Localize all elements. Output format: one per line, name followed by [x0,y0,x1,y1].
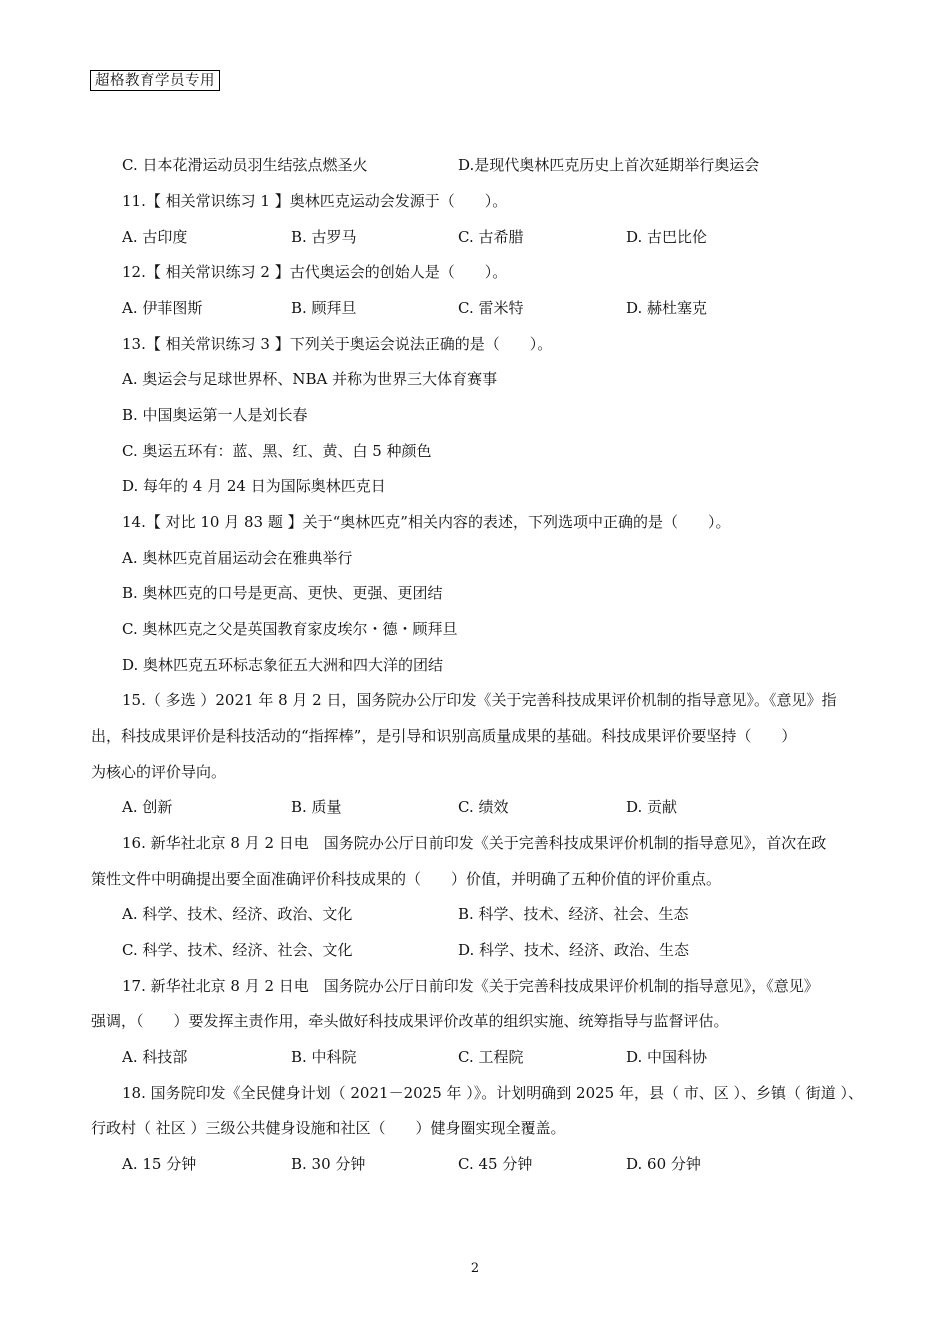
option-a: A. 15 分钟 [122,1155,197,1173]
question-14-option-d [0,655,950,675]
option-d: D. 60 分钟 [626,1155,701,1173]
option-c: C. 奥林匹克之父是英国教育家皮埃尔・德・顾拜旦 [122,620,458,638]
question-text: 行政村（ 社区 ）三级公共健身设施和社区（ ）健身圈实现全覆盖。 [91,1119,566,1137]
option-d: D. 贡献 [626,798,678,816]
option-c: C. 奥运五环有：蓝、黑、红、黄、白 5 种颜色 [122,442,432,460]
option-d: D. 中国科协 [626,1048,708,1066]
question-18-stem-line-2 [0,1118,950,1138]
option-c: C. 雷米特 [458,299,524,317]
question-text: 强调，（ ）要发挥主责作用，牵头做好科技成果评价改革的组织实施、统筹指导与监督评估。 [91,1012,729,1030]
question-16-options-row-2 [0,940,950,960]
question-13-option-c [0,441,950,461]
question-14-option-b [0,583,950,603]
option-b: B. 质量 [291,798,342,816]
question-text: 策性文件中明确提出要全面准确评价科技成果的（ ）价值，并明确了五种价值的评价重点。 [91,870,722,888]
question-17-stem-line-2 [0,1011,950,1031]
question-text: 17. 新华社北京 8 月 2 日电 国务院办公厅日前印发《关于完善科技成果评价机制的指导意见》，《意见》 [122,977,819,995]
question-15-options [0,797,950,817]
question-16-stem-line-2 [0,869,950,889]
question-11-stem [0,191,950,211]
question-text: 为核心的评价导向。 [91,763,227,781]
option-c: C. 古希腊 [458,228,524,246]
option-c: C. 绩效 [458,798,509,816]
question-12-stem [0,262,950,282]
question-text: 出，科技成果评价是科技活动的“指挥棒”，是引导和识别高质量成果的基础。科技成果评价要坚持（ ） [91,727,797,745]
question-text: 13.【 相关常识练习 3 】下列关于奥运会说法正确的是（ ）。 [122,335,553,353]
option-a: A. 伊菲图斯 [122,299,203,317]
option-a: A. 科学、技术、经济、政治、文化 [122,905,353,923]
question-17-stem-line-1 [0,976,950,996]
option-b: B. 中科院 [291,1048,357,1066]
question-text: 16. 新华社北京 8 月 2 日电 国务院办公厅日前印发《关于完善科技成果评价机制的指导意见》，首次在政 [122,834,827,852]
option-a: A. 古印度 [122,228,188,246]
option-a: A. 创新 [122,798,173,816]
question-17-options [0,1047,950,1067]
question-14-option-c [0,619,950,639]
question-13-option-a [0,369,950,389]
question-15-stem-line-2 [0,726,950,746]
option-b: B. 奥林匹克的口号是更高、更快、更强、更团结 [122,584,443,602]
question-text: 14.【 对比 10 月 83 题 】关于“奥林匹克”相关内容的表述，下列选项中正确的是（ ）。 [122,513,731,531]
question-16-stem-line-1 [0,833,950,853]
option-d: D. 奥林匹克五环标志象征五大洲和四大洋的团结 [122,656,444,674]
option-d: D.是现代奥林匹克历史上首次延期举行奥运会 [458,156,760,174]
question-11-options [0,227,950,247]
watermark-label: 超格教育学员专用 [90,70,220,91]
prev-question-options-row [0,155,950,175]
question-text: 11.【 相关常识练习 1 】奥林匹克运动会发源于（ ）。 [122,192,508,210]
option-b: B. 顾拜旦 [291,299,357,317]
option-a: A. 科技部 [122,1048,188,1066]
option-d: D. 古巴比伦 [626,228,708,246]
option-c: C. 日本花滑运动员羽生结弦点燃圣火 [122,156,368,174]
question-14-option-a [0,548,950,568]
question-text: 15.（ 多选 ）2021 年 8 月 2 日，国务院办公厅印发《关于完善科技成果评价机制的指导意见》。《意见》指 [122,691,837,709]
question-12-options [0,298,950,318]
question-15-stem-line-1 [0,690,950,710]
option-c: C. 科学、技术、经济、社会、文化 [122,941,353,959]
option-a: A. 奥林匹克首届运动会在雅典举行 [122,549,353,567]
page-number: 2 [470,1261,480,1276]
option-d: D. 科学、技术、经济、政治、生态 [458,941,690,959]
option-c: C. 45 分钟 [458,1155,533,1173]
option-b: B. 科学、技术、经济、社会、生态 [458,905,689,923]
question-18-options [0,1154,950,1174]
question-18-stem-line-1 [0,1083,950,1103]
option-b: B. 中国奥运第一人是刘长春 [122,406,308,424]
option-b: B. 30 分钟 [291,1155,366,1173]
question-13-option-d [0,476,950,496]
option-b: B. 古罗马 [291,228,357,246]
question-text: 12.【 相关常识练习 2 】古代奥运会的创始人是（ ）。 [122,263,508,281]
option-a: A. 奥运会与足球世界杯、NBA 并称为世界三大体育赛事 [122,370,498,388]
option-c: C. 工程院 [458,1048,524,1066]
question-13-option-b [0,405,950,425]
option-d: D. 每年的 4 月 24 日为国际奥林匹克日 [122,477,386,495]
option-d: D. 赫杜塞克 [626,299,708,317]
question-15-stem-line-3 [0,762,950,782]
question-14-stem [0,512,950,532]
question-13-stem [0,334,950,354]
question-text: 18. 国务院印发《全民健身计划（ 2021－2025 年 ）》。计划明确到 2025 年，县（ 市、区 ）、乡镇（ 街道 ）、 [122,1084,864,1102]
question-16-options-row-1 [0,904,950,924]
